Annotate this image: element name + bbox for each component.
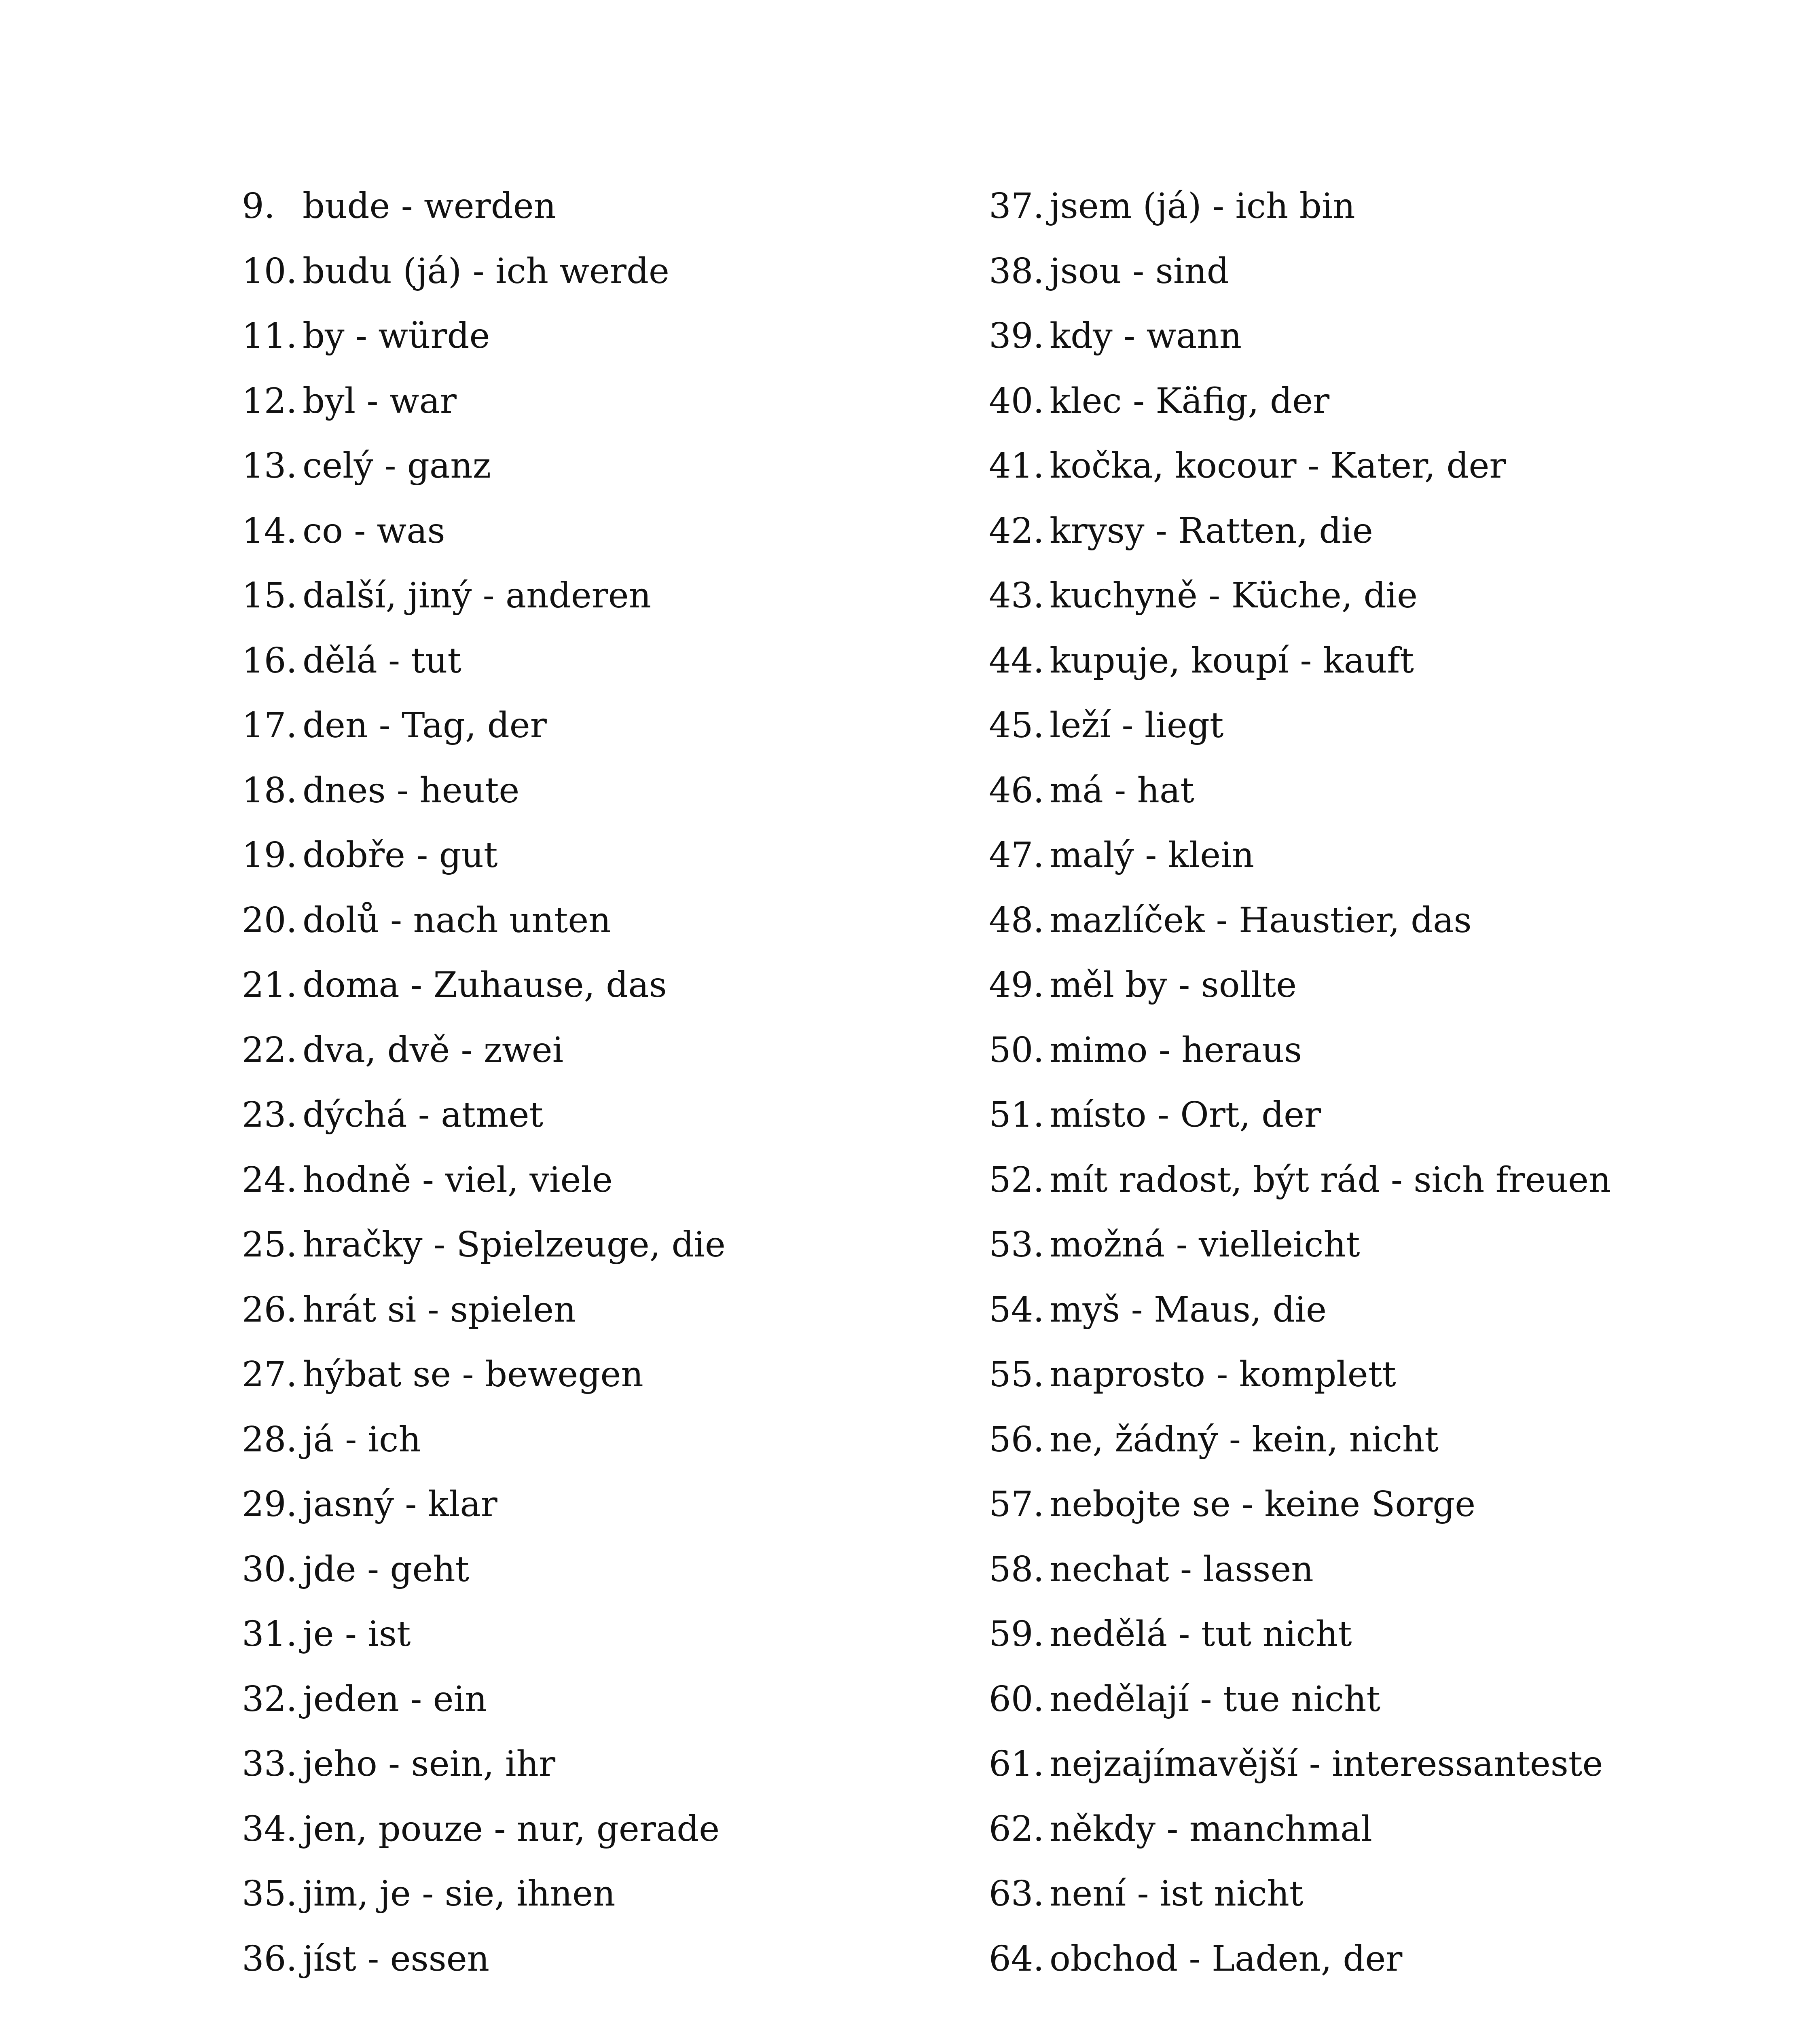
vocabulary-entry (989, 1742, 1757, 1807)
entry-translation: bude - werden (303, 186, 557, 226)
entry-translation: nebojte se - keine Sorge (1050, 1484, 1476, 1525)
entry-translation: má - hat (1050, 770, 1194, 811)
entry-translation: měl by - sollte (1050, 965, 1297, 1005)
vocabulary-entry (242, 1937, 970, 2002)
entry-translation: je - ist (303, 1614, 411, 1654)
entry-translation: klec - Käfig, der (1050, 381, 1330, 421)
entry-number: 9. (242, 186, 275, 226)
vocabulary-entry (989, 1937, 1757, 2002)
entry-number: 39. (989, 316, 1044, 356)
entry-number: 54. (989, 1289, 1044, 1330)
entry-number: 55. (989, 1354, 1044, 1395)
entry-translation: kočka, kocour - Kater, der (1050, 446, 1506, 486)
entry-translation: není - ist nicht (1050, 1874, 1304, 1914)
entry-number: 13. (242, 446, 297, 486)
vocabulary-entry (989, 1028, 1757, 1093)
entry-translation: den - Tag, der (303, 705, 547, 746)
entry-number: 44. (989, 640, 1044, 681)
entry-translation: co - was (303, 510, 445, 551)
vocabulary-entry (989, 833, 1757, 898)
vocabulary-entry (989, 1807, 1757, 1872)
entry-translation: další, jiný - anderen (303, 575, 652, 616)
entry-translation: nejzajímavější - interessanteste (1050, 1744, 1603, 1784)
vocabulary-entry (989, 184, 1757, 249)
entry-translation: mimo - heraus (1050, 1030, 1302, 1070)
entry-translation: dýchá - atmet (303, 1095, 544, 1135)
entry-number: 30. (242, 1549, 297, 1590)
vocabulary-entry (242, 379, 970, 444)
entry-translation: jeden - ein (303, 1679, 487, 1720)
entry-number: 64. (989, 1938, 1044, 1979)
entry-translation: možná - vielleicht (1050, 1225, 1360, 1265)
entry-number: 51. (989, 1095, 1044, 1135)
entry-number: 29. (242, 1484, 297, 1525)
vocabulary-entry (989, 768, 1757, 833)
entry-translation: hrát si - spielen (303, 1289, 576, 1330)
vocabulary-entry (242, 314, 970, 379)
entry-translation: dobře - gut (303, 835, 498, 876)
entry-number: 56. (989, 1419, 1044, 1460)
entry-number: 12. (242, 381, 297, 421)
vocabulary-entry (989, 1872, 1757, 1937)
entry-number: 42. (989, 510, 1044, 551)
vocabulary-entry (242, 444, 970, 509)
vocabulary-entry (242, 1028, 970, 1093)
vocabulary-entry (242, 1093, 970, 1158)
entry-translation: místo - Ort, der (1050, 1095, 1321, 1135)
entry-number: 21. (242, 965, 297, 1005)
entry-translation: jsem (já) - ich bin (1050, 186, 1355, 226)
entry-number: 27. (242, 1354, 297, 1395)
vocabulary-entry (989, 1352, 1757, 1417)
vocabulary-entry (242, 768, 970, 833)
entry-number: 33. (242, 1744, 297, 1784)
vocabulary-entry (989, 1288, 1757, 1353)
entry-number: 49. (989, 965, 1044, 1005)
vocabulary-entry (242, 1807, 970, 1872)
vocabulary-entry (242, 184, 970, 249)
entry-number: 47. (989, 835, 1044, 876)
vocabulary-entry (242, 639, 970, 704)
entry-number: 61. (989, 1744, 1044, 1784)
entry-number: 37. (989, 186, 1044, 226)
vocabulary-entry (989, 1547, 1757, 1612)
entry-translation: někdy - manchmal (1050, 1808, 1372, 1849)
entry-translation: jen, pouze - nur, gerade (303, 1808, 720, 1849)
entry-number: 15. (242, 575, 297, 616)
entry-number: 36. (242, 1938, 297, 1979)
entry-translation: mazlíček - Haustier, das (1050, 900, 1472, 941)
vocabulary-entry (242, 898, 970, 963)
entry-number: 22. (242, 1030, 297, 1070)
vocabulary-entry (242, 1482, 970, 1547)
entry-translation: dnes - heute (303, 770, 520, 811)
entry-translation: jasný - klar (303, 1484, 497, 1525)
vocabulary-entry (242, 1288, 970, 1353)
entry-number: 45. (989, 705, 1044, 746)
entry-translation: obchod - Laden, der (1050, 1938, 1403, 1979)
vocabulary-entry (989, 1482, 1757, 1547)
vocabulary-entry (989, 509, 1757, 574)
entry-translation: kuchyně - Küche, die (1050, 575, 1418, 616)
entry-translation: budu (já) - ich werde (303, 251, 669, 292)
entry-translation: celý - ganz (303, 446, 491, 486)
entry-number: 57. (989, 1484, 1044, 1525)
entry-number: 35. (242, 1874, 297, 1914)
vocabulary-entry (989, 249, 1757, 314)
vocabulary-entry (989, 1612, 1757, 1677)
entry-number: 19. (242, 835, 297, 876)
entry-number: 46. (989, 770, 1044, 811)
entry-number: 14. (242, 510, 297, 551)
vocabulary-entry (989, 444, 1757, 509)
vocabulary-entry (242, 1742, 970, 1807)
vocabulary-entry (242, 833, 970, 898)
entry-number: 41. (989, 446, 1044, 486)
entry-number: 63. (989, 1874, 1044, 1914)
entry-translation: ne, žádný - kein, nicht (1050, 1419, 1439, 1460)
vocabulary-list-right (989, 184, 1757, 2001)
vocabulary-entry (242, 1612, 970, 1677)
vocabulary-entry (242, 1158, 970, 1223)
entry-translation: hodně - viel, viele (303, 1159, 613, 1200)
entry-translation: dva, dvě - zwei (303, 1030, 564, 1070)
entry-number: 53. (989, 1225, 1044, 1265)
vocabulary-entry (242, 1223, 970, 1288)
entry-number: 23. (242, 1095, 297, 1135)
entry-translation: leží - liegt (1050, 705, 1224, 746)
entry-translation: já - ich (303, 1419, 421, 1460)
entry-translation: doma - Zuhause, das (303, 965, 667, 1005)
entry-number: 31. (242, 1614, 297, 1654)
entry-translation: dolů - nach unten (303, 900, 611, 941)
entry-number: 28. (242, 1419, 297, 1460)
entry-translation: by - würde (303, 316, 490, 356)
vocabulary-entry (242, 1547, 970, 1612)
entry-translation: myš - Maus, die (1050, 1289, 1327, 1330)
vocabulary-list-left (242, 184, 970, 2001)
vocabulary-entry (242, 1352, 970, 1417)
entry-translation: krysy - Ratten, die (1050, 510, 1373, 551)
vocabulary-entry (989, 963, 1757, 1028)
entry-number: 17. (242, 705, 297, 746)
vocabulary-entry (242, 703, 970, 768)
entry-translation: malý - klein (1050, 835, 1255, 876)
vocabulary-entry (242, 1677, 970, 1742)
entry-number: 16. (242, 640, 297, 681)
entry-number: 25. (242, 1225, 297, 1265)
vocabulary-entry (989, 898, 1757, 963)
vocabulary-entry (242, 1872, 970, 1937)
entry-translation: jim, je - sie, ihnen (303, 1874, 616, 1914)
vocabulary-entry (989, 1417, 1757, 1483)
vocabulary-entry (989, 1223, 1757, 1288)
entry-translation: byl - war (303, 381, 457, 421)
entry-translation: mít radost, být rád - sich freuen (1050, 1159, 1611, 1200)
vocabulary-entry (989, 573, 1757, 639)
entry-translation: jsou - sind (1050, 251, 1229, 292)
vocabulary-entry (989, 639, 1757, 704)
entry-number: 62. (989, 1808, 1044, 1849)
vocabulary-entry (989, 703, 1757, 768)
entry-number: 24. (242, 1159, 297, 1200)
entry-translation: dělá - tut (303, 640, 461, 681)
entry-translation: hračky - Spielzeuge, die (303, 1225, 726, 1265)
entry-number: 32. (242, 1679, 297, 1720)
vocabulary-entry (242, 573, 970, 639)
entry-number: 38. (989, 251, 1044, 292)
vocabulary-entry (989, 314, 1757, 379)
entry-translation: kupuje, koupí - kauft (1050, 640, 1414, 681)
entry-translation: jde - geht (303, 1549, 470, 1590)
entry-translation: naprosto - komplett (1050, 1354, 1396, 1395)
entry-number: 34. (242, 1808, 297, 1849)
vocabulary-entry (242, 1417, 970, 1483)
entry-number: 59. (989, 1614, 1044, 1654)
vocabulary-entry (989, 379, 1757, 444)
entry-translation: jeho - sein, ihr (303, 1744, 556, 1784)
entry-number: 58. (989, 1549, 1044, 1590)
entry-number: 52. (989, 1159, 1044, 1200)
vocabulary-entry (242, 249, 970, 314)
entry-translation: hýbat se - bewegen (303, 1354, 643, 1395)
entry-translation: nedělá - tut nicht (1050, 1614, 1352, 1654)
entry-translation: nechat - lassen (1050, 1549, 1314, 1590)
vocabulary-entry (242, 963, 970, 1028)
entry-number: 48. (989, 900, 1044, 941)
entry-number: 11. (242, 316, 297, 356)
vocabulary-entry (989, 1093, 1757, 1158)
entry-number: 43. (989, 575, 1044, 616)
entry-translation: jíst - essen (303, 1938, 490, 1979)
entry-number: 18. (242, 770, 297, 811)
vocabulary-entry (242, 509, 970, 574)
entry-number: 60. (989, 1679, 1044, 1720)
entry-number: 26. (242, 1289, 297, 1330)
vocabulary-entry (989, 1158, 1757, 1223)
entry-number: 50. (989, 1030, 1044, 1070)
entry-number: 20. (242, 900, 297, 941)
entry-translation: nedělají - tue nicht (1050, 1679, 1381, 1720)
vocabulary-entry (989, 1677, 1757, 1742)
entry-number: 10. (242, 251, 297, 292)
entry-translation: kdy - wann (1050, 316, 1242, 356)
entry-number: 40. (989, 381, 1044, 421)
